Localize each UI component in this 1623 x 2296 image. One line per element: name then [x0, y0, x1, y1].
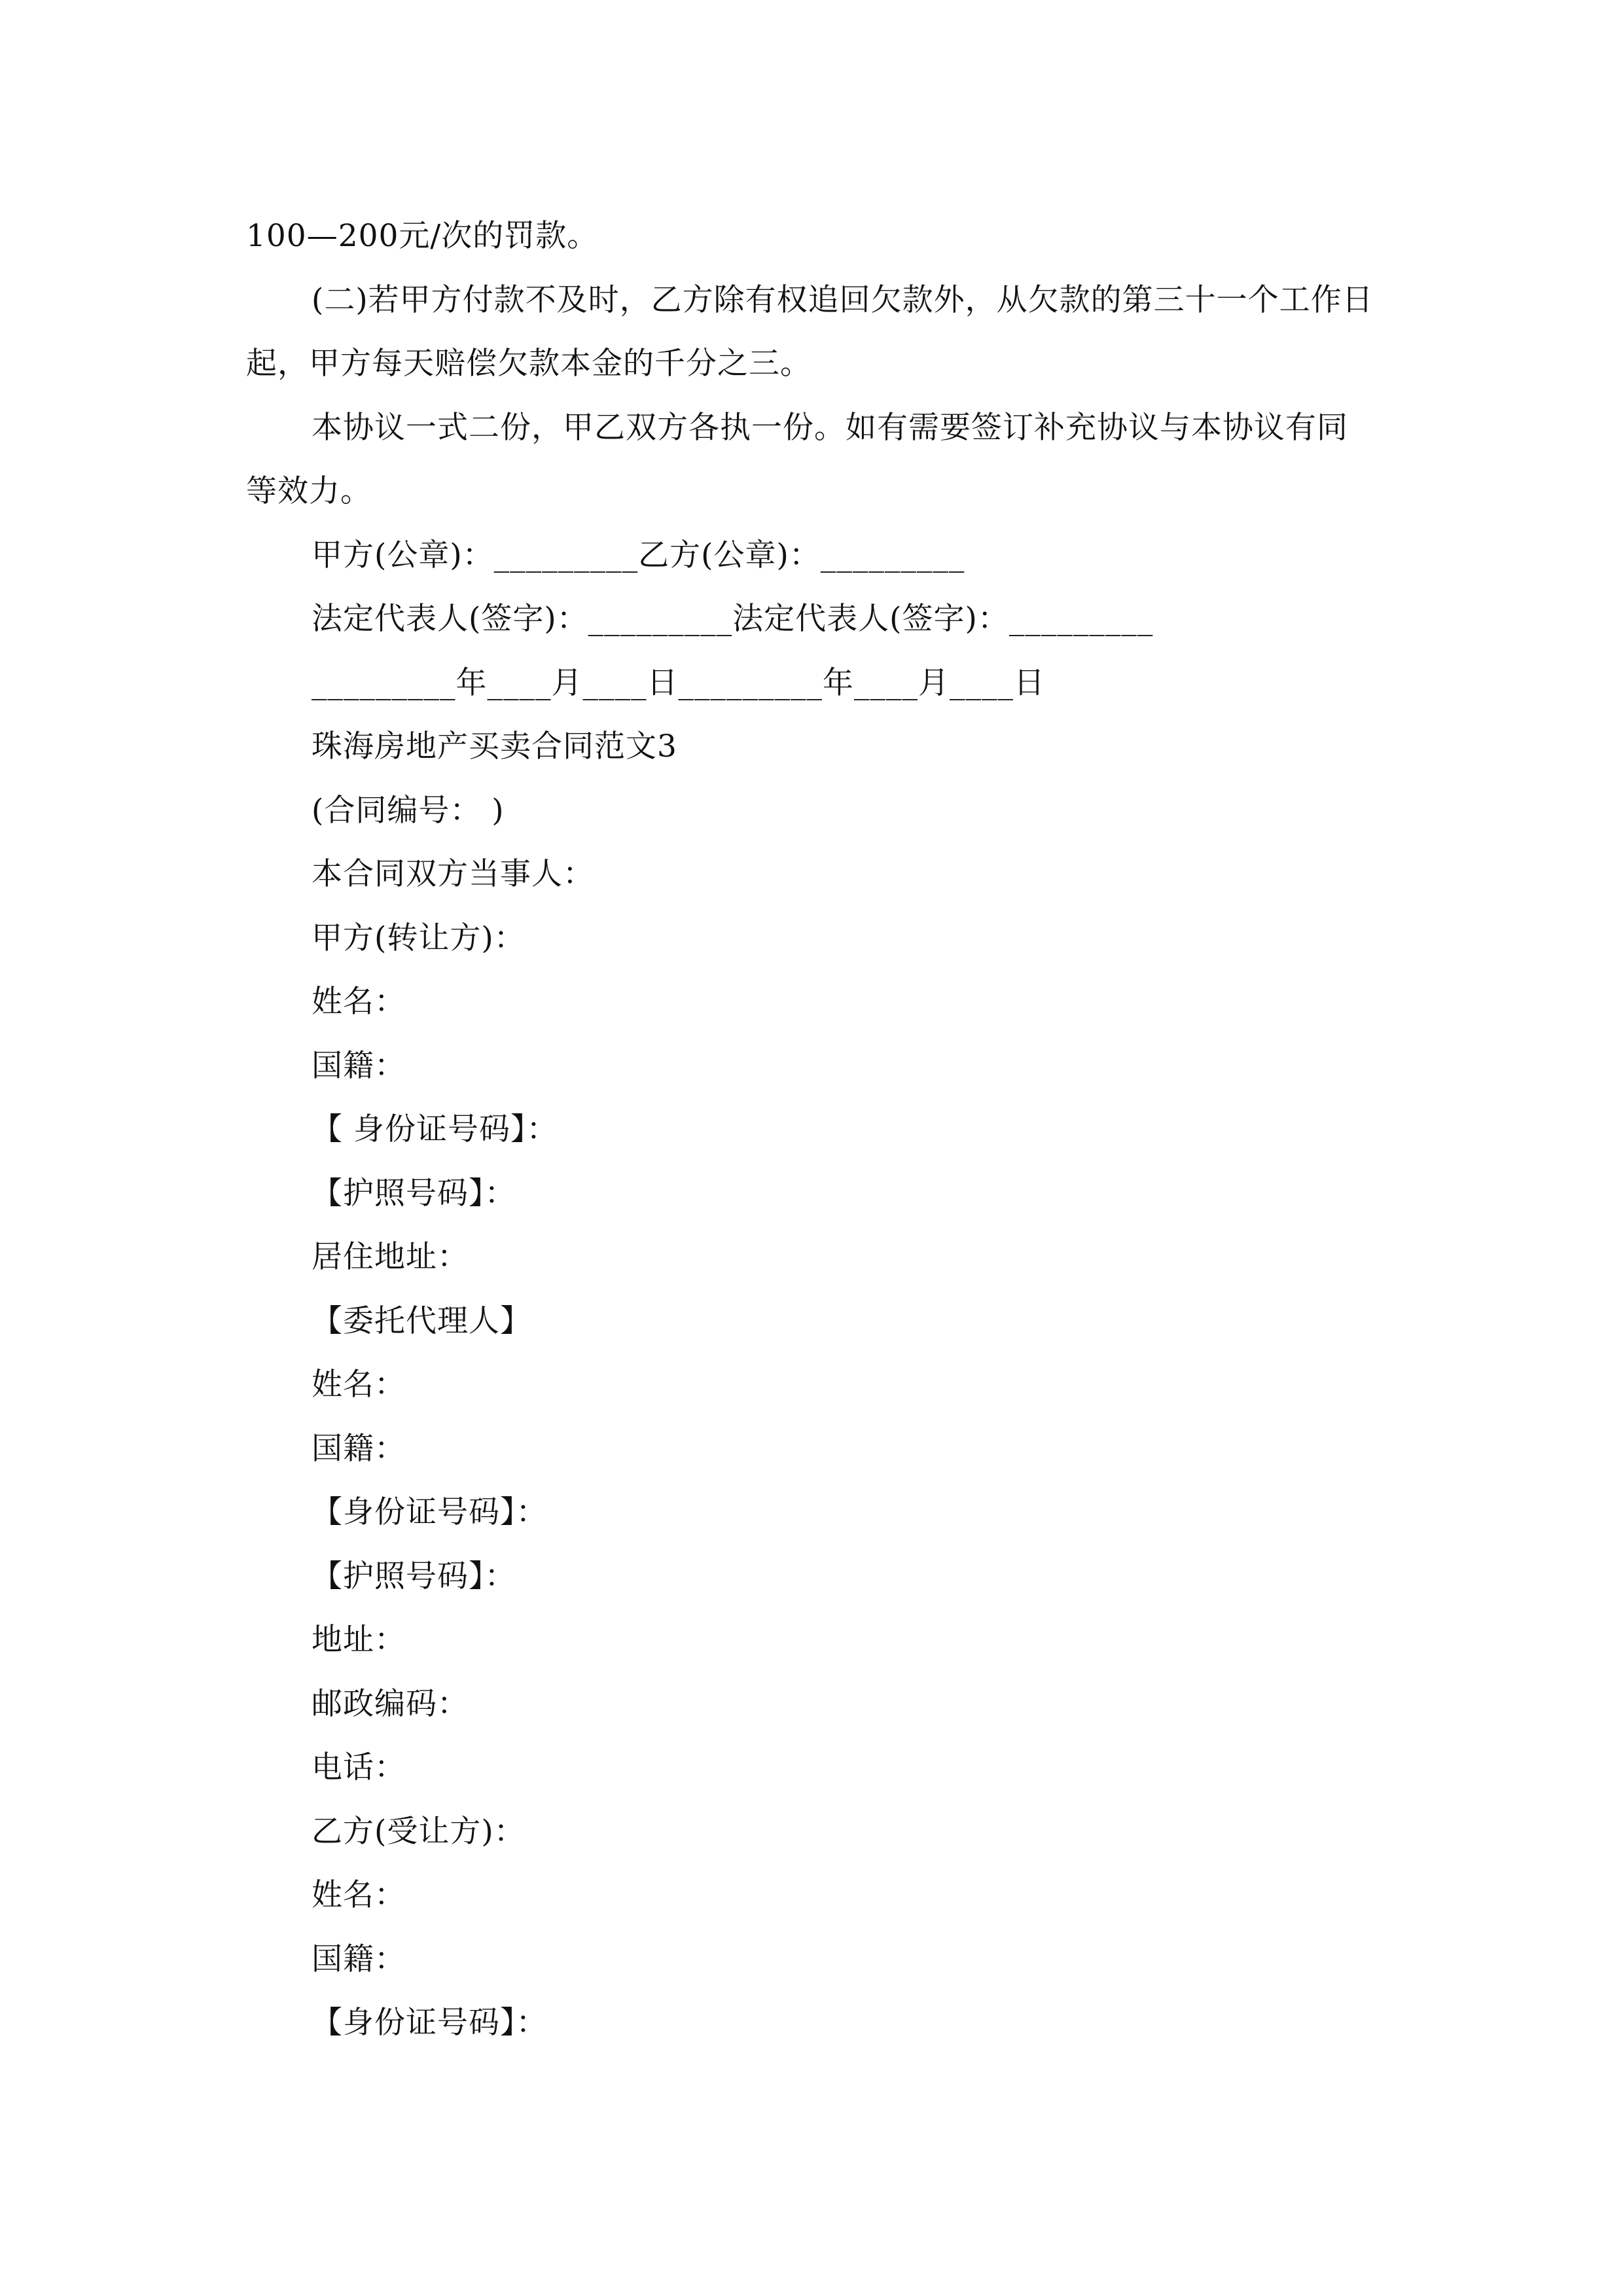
field-postal-code: 邮政编码： — [312, 1685, 469, 1722]
signature-line: 法定代表人(签字)：_________法定代表人(签字)：_________ — [312, 601, 1154, 637]
paragraph-copies: 本协议一式二份，甲乙双方各执一份。如有需要签订补充协议与本协议有同等效力。 — [246, 409, 1348, 509]
field-id-number: 【身份证号码】： — [312, 1494, 548, 1530]
contract-number: (合同编号： ) — [312, 792, 505, 829]
party-a-heading: 甲方(转让方)： — [312, 920, 526, 956]
field-name: 姓名： — [312, 1367, 406, 1403]
field-id-number: 【身份证号码】： — [312, 2005, 548, 2041]
field-nationality: 国籍： — [312, 1047, 406, 1084]
party-b-heading: 乙方(受让方)： — [312, 1813, 526, 1850]
field-address: 地址： — [312, 1622, 406, 1658]
field-phone: 电话： — [312, 1749, 406, 1785]
parties-heading: 本合同双方当事人： — [312, 856, 594, 892]
seal-line: 甲方(公章)：_________乙方(公章)：_________ — [312, 537, 965, 573]
field-residence-address: 居住地址： — [312, 1239, 469, 1275]
text-line: 100—200元/次的罚款。 — [246, 218, 599, 254]
field-nationality: 国籍： — [312, 1941, 406, 1977]
field-passport-number: 【护照号码】： — [312, 1175, 516, 1211]
date-line: _________年____月____日_________年____月____日 — [312, 664, 1045, 701]
field-name: 姓名： — [312, 1877, 406, 1913]
agent-heading: 【委托代理人】 — [312, 1302, 531, 1339]
section-title: 珠海房地产买卖合同范文3 — [312, 728, 677, 764]
field-name: 姓名： — [312, 984, 406, 1020]
paragraph-late-payment: (二)若甲方付款不及时，乙方除有权追回欠款外，从欠款的第三十一个工作日起，甲方每天赔偿欠款本金的千分之三。 — [246, 281, 1374, 382]
document-body — [246, 204, 1378, 2055]
field-id-number: 【 身份证号码】： — [312, 1111, 558, 1147]
field-passport-number: 【护照号码】： — [312, 1558, 516, 1594]
field-nationality: 国籍： — [312, 1430, 406, 1467]
